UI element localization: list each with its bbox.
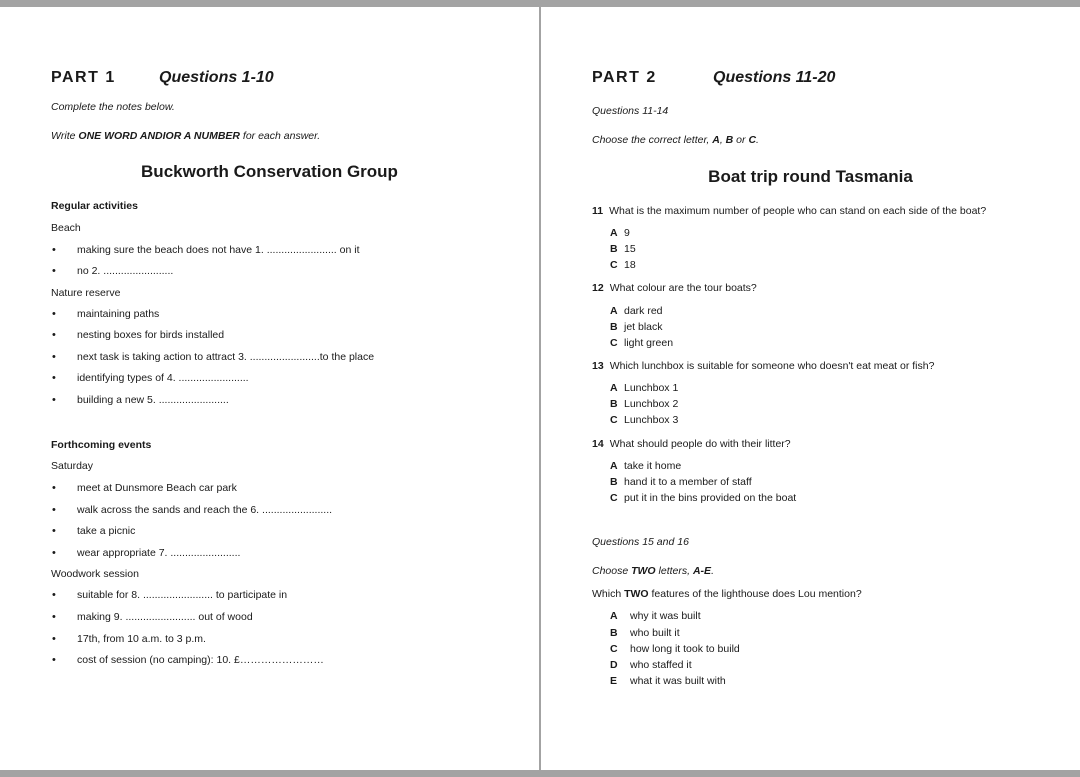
group2-label: Questions 15 and 16 <box>592 536 689 548</box>
group1-instruction: Choose the correct letter, A, B or C. <box>592 134 759 146</box>
list-item: • making 9. ........................ out of wood <box>77 611 253 623</box>
list-item: • nesting boxes for birds installed <box>77 329 224 341</box>
nature-reserve-label: Nature reserve <box>51 287 121 299</box>
option: C 18 <box>610 259 636 271</box>
list-item: • next task is taking action to attract 3. ........................to the place <box>77 351 374 363</box>
woodwork-session-label: Woodwork session <box>51 568 139 580</box>
option: B who built it <box>610 627 680 639</box>
part2-questions-label: Questions 11-20 <box>713 69 836 86</box>
part1-label: PART 1 <box>51 69 116 86</box>
option: A 9 <box>610 227 630 239</box>
list-item: • cost of session (no camping): 10. £…………………… <box>77 654 324 666</box>
option: B hand it to a member of staff <box>610 476 752 488</box>
left-page <box>0 7 539 770</box>
question-13: 13 Which lunchbox is suitable for someone who doesn't eat meat or fish? <box>592 360 935 372</box>
option: C how long it took to build <box>610 643 740 655</box>
option: C put it in the bins provided on the boat <box>610 492 797 504</box>
regular-activities-heading: Regular activities <box>51 200 138 212</box>
group1-label: Questions 11-14 <box>592 105 669 117</box>
beach-label: Beach <box>51 222 81 234</box>
question-12: 12 What colour are the tour boats? <box>592 282 757 294</box>
list-item: • no 2. ........................ <box>77 265 173 277</box>
list-item: • take a picnic <box>77 525 135 537</box>
part2-label: PART 2 <box>592 69 657 86</box>
part1-questions-label: Questions 1-10 <box>159 69 274 86</box>
question-11: 11 What is the maximum number of people who can stand on each side of the boat? <box>592 205 987 217</box>
option: E what it was built with <box>610 675 726 687</box>
option: B jet black <box>610 321 663 333</box>
option: D who staffed it <box>610 659 692 671</box>
left-title: Buckworth Conservation Group <box>141 162 398 181</box>
option: C Lunchbox 3 <box>610 414 679 426</box>
saturday-label: Saturday <box>51 460 94 472</box>
option: A dark red <box>610 305 663 317</box>
option: A take it home <box>610 460 682 472</box>
question-15-16: Which TWO features of the lighthouse does Lou mention? <box>592 588 862 600</box>
list-item: • 17th, from 10 a.m. to 3 p.m. <box>77 633 206 645</box>
list-item: • maintaining paths <box>77 308 159 320</box>
instruction-complete: Complete the notes below. <box>51 101 175 113</box>
instruction-write: Write ONE WORD ANDIOR A NUMBER for each answer. <box>51 130 321 142</box>
option: A Lunchbox 1 <box>610 382 679 394</box>
list-item: • building a new 5. ........................ <box>77 394 229 406</box>
option: A why it was built <box>610 610 701 622</box>
forthcoming-events-heading: Forthcoming events <box>51 439 152 451</box>
right-title: Boat trip round Tasmania <box>708 167 913 186</box>
list-item: • suitable for 8. ........................ to participate in <box>77 589 287 601</box>
list-item: • identifying types of 4. ........................ <box>77 372 249 384</box>
option: B 15 <box>610 243 636 255</box>
option: C light green <box>610 337 674 349</box>
list-item: • meet at Dunsmore Beach car park <box>77 482 237 494</box>
list-item: • making sure the beach does not have 1. ........................ on it <box>77 244 360 256</box>
right-page <box>541 7 1080 770</box>
option: B Lunchbox 2 <box>610 398 679 410</box>
list-item: • wear appropriate 7. ........................ <box>77 547 240 559</box>
group2-instruction: Choose TWO letters, A-E. <box>592 565 714 577</box>
question-14: 14 What should people do with their litter? <box>592 438 791 450</box>
list-item: • walk across the sands and reach the 6. ........................ <box>77 504 332 516</box>
